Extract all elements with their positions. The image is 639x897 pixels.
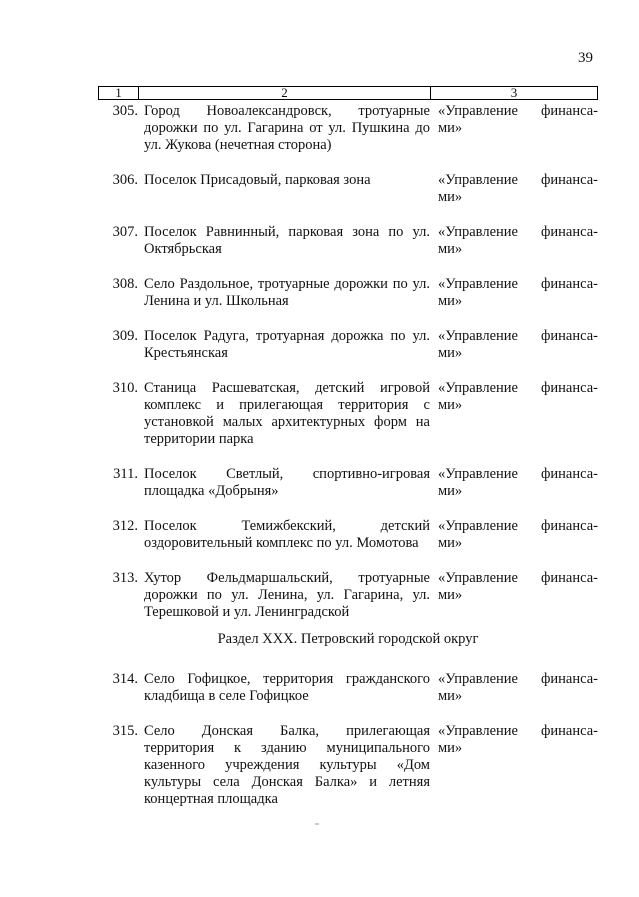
responsible-word: финанса-: [541, 671, 598, 687]
responsible-word: ми»: [438, 241, 463, 257]
responsible-word: ми»: [438, 345, 463, 361]
responsible-word: ми»: [438, 120, 463, 136]
row-responsible: [438, 723, 598, 757]
responsible-word: «Управление: [438, 671, 518, 687]
section-title: Раздел XXX. Петровский городской округ: [217, 631, 479, 647]
row-responsible: [438, 276, 598, 310]
responsible-word: «Управление: [438, 224, 518, 240]
responsible-word: финанса-: [541, 466, 598, 482]
responsible-word: финанса-: [541, 172, 598, 188]
row-description: Поселок Присадовый, парковая зона: [144, 172, 371, 188]
responsible-word: финанса-: [541, 224, 598, 240]
responsible-word: «Управление: [438, 466, 518, 482]
row-number: 312.: [112, 518, 138, 534]
row-number: 310.: [112, 380, 138, 396]
row-description: Село Гофицкое, территория гражданского кладбища в селе Гофицкое: [144, 671, 430, 704]
responsible-word: ми»: [438, 587, 463, 603]
row-number: 305.: [112, 103, 138, 119]
column-header-1: 1: [99, 87, 139, 99]
responsible-word: финанса-: [541, 570, 598, 586]
row-description: Город Новоалександровск, тротуарные дорожки по ул. Гагарина от ул. Пушкина до ул. Жукова (нечетная сторона): [144, 103, 430, 153]
row-number: 307.: [112, 224, 138, 240]
row-responsible: [438, 671, 598, 705]
row-description: Село Раздольное, тротуарные дорожки по ул. Ленина и ул. Школьная: [144, 276, 430, 309]
row-number: 308.: [112, 276, 138, 292]
column-header-3: 3: [510, 85, 518, 100]
responsible-word: ми»: [438, 688, 463, 704]
row-responsible: [438, 518, 598, 552]
responsible-word: финанса-: [541, 328, 598, 344]
row-responsible: [438, 466, 598, 500]
row-description: Хутор Фельдмаршальский, тротуарные дорожки по ул. Ленина, ул. Гагарина, ул. Терешковой и ул. Ленинградской: [144, 570, 430, 620]
responsible-word: ми»: [438, 483, 463, 499]
responsible-word: финанса-: [541, 380, 598, 396]
responsible-word: ми»: [438, 189, 463, 205]
page-number: 39: [578, 50, 593, 66]
responsible-word: «Управление: [438, 518, 518, 534]
responsible-word: финанса-: [541, 723, 598, 739]
row-number: 306.: [112, 172, 138, 188]
responsible-word: «Управление: [438, 276, 518, 292]
row-responsible: [438, 172, 598, 206]
column-header-2: 2: [139, 87, 431, 99]
row-number: 309.: [112, 328, 138, 344]
responsible-word: финанса-: [541, 276, 598, 292]
row-description: Станица Расшеватская, детский игровой комплекс и прилегающая территория с установкой малых архитектурных форм на территории парка: [144, 380, 430, 447]
responsible-word: «Управление: [438, 380, 518, 396]
row-number: 313.: [112, 570, 138, 586]
row-responsible: [438, 380, 598, 414]
responsible-word: «Управление: [438, 570, 518, 586]
responsible-word: ми»: [438, 740, 463, 756]
row-description: Поселок Темижбекский, детский оздоровительный комплекс по ул. Момотова: [144, 518, 430, 551]
row-responsible: [438, 570, 598, 604]
row-number: 314.: [112, 671, 138, 687]
table-header: [98, 86, 598, 100]
row-description: Поселок Равнинный, парковая зона по ул. Октябрьская: [144, 224, 430, 257]
responsible-word: «Управление: [438, 172, 518, 188]
responsible-word: ми»: [438, 397, 463, 413]
responsible-word: «Управление: [438, 328, 518, 344]
row-responsible: [438, 328, 598, 362]
row-description: Поселок Радуга, тротуарная дорожка по ул. Крестьянская: [144, 328, 430, 361]
row-description: Поселок Светлый, спортивно-игровая площадка «Добрыня»: [144, 466, 430, 499]
row-responsible: [438, 224, 598, 258]
row-responsible: [438, 103, 598, 137]
row-description: Село Донская Балка, прилегающая территория к зданию муниципального казенного учреждения культуры «Дом культуры села Донская Балка» и летняя концертная площадка: [144, 723, 430, 807]
responsible-word: «Управление: [438, 723, 518, 739]
scan-speck: [315, 823, 319, 825]
row-number: 311.: [113, 466, 138, 482]
responsible-word: ми»: [438, 535, 463, 551]
responsible-word: ми»: [438, 293, 463, 309]
row-number: 315.: [112, 723, 138, 739]
responsible-word: финанса-: [541, 518, 598, 534]
responsible-word: «Управление: [438, 103, 518, 119]
responsible-word: финанса-: [541, 103, 598, 119]
